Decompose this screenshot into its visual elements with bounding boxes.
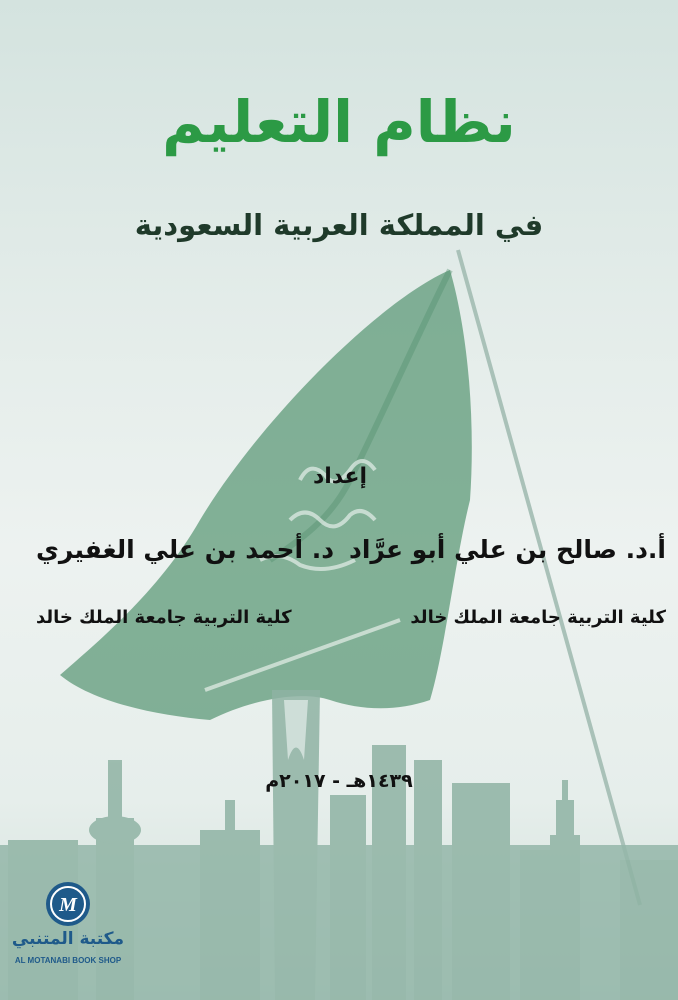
city-skyline bbox=[0, 690, 678, 1000]
author-1-name: أ.د. صالح بن علي أبو عرَّاد bbox=[349, 535, 666, 564]
publisher-name-arabic: مكتبة المتنبي bbox=[11, 929, 125, 949]
publisher-logo-icon bbox=[44, 880, 92, 928]
book-subtitle: في المملكة العربية السعودية bbox=[134, 208, 544, 242]
publication-date: ١٤٣٩هـ - ٢٠١٧م bbox=[265, 770, 413, 792]
publisher-name-english: AL MOTANABI BOOK SHOP bbox=[14, 956, 122, 965]
author-1-affiliation: كلية التربية جامعة الملك خالد bbox=[410, 607, 666, 628]
saudi-flag bbox=[60, 270, 472, 720]
author-2-name: د. أحمد بن علي الغفيري bbox=[36, 535, 335, 564]
book-title: نظام التعليم bbox=[162, 88, 516, 156]
prepared-by-label: إعداد bbox=[312, 464, 368, 489]
publisher-logo-letters: M bbox=[59, 894, 77, 916]
author-2-affiliation: كلية التربية جامعة الملك خالد bbox=[36, 607, 292, 628]
